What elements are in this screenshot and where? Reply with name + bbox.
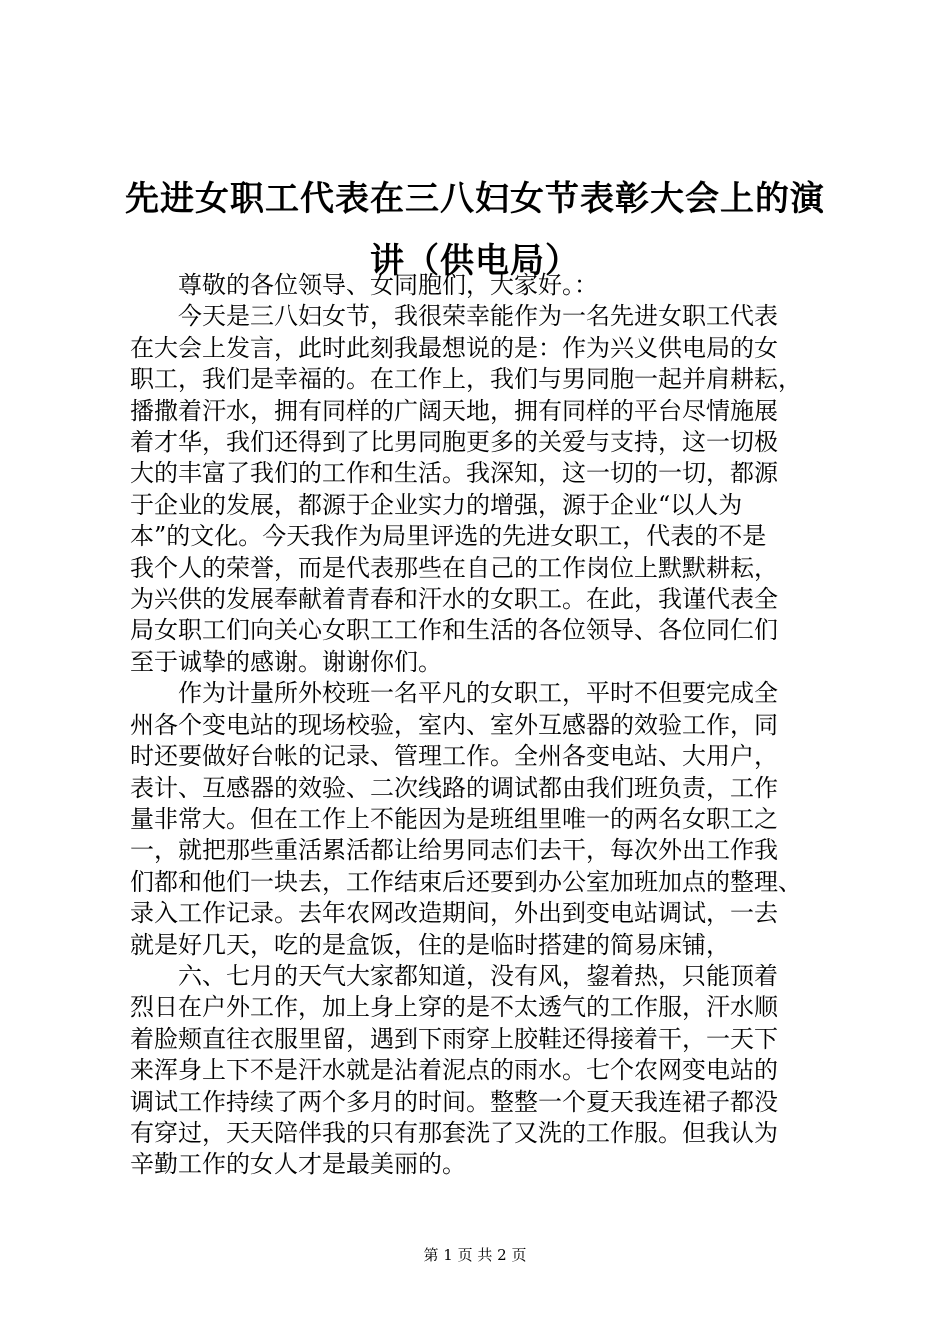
text-line: 大的丰富了我们的工作和生活。我深知，这一切的一切，都源 (130, 459, 778, 488)
paragraph (130, 270, 830, 301)
text-line: 表计、互感器的效验、二次线路的调试都由我们班负责，工作 (130, 773, 778, 802)
text-line: 在大会上发言，此时此刻我最想说的是：作为兴义供电局的女 (130, 333, 778, 362)
paragraph (130, 678, 830, 961)
text-line: 量非常大。但在工作上不能因为是班组里唯一的两名女职工之 (130, 804, 778, 833)
text-line: 一，就把那些重活累活都让给男同志们去干，每次外出工作我 (130, 836, 778, 865)
paragraph (130, 301, 830, 678)
text-line: 至于诚挚的感谢。谢谢你们。 (130, 647, 442, 676)
text-line: 州各个变电站的现场校验，室内、室外互感器的效验工作，同 (130, 710, 778, 739)
text-line: 作为计量所外校班一名平凡的女职工，平时不但要完成全 (178, 679, 778, 708)
text-line: 六、七月的天气大家都知道，没有风，鋆着热，只能顶着 (178, 961, 778, 990)
text-line: 来浑身上下不是汗水就是沾着泥点的雨水。七个农网变电站的 (130, 1056, 778, 1085)
text-line: 尊敬的各位领导、女同胞们，大家好。： (178, 271, 598, 299)
text-line: 为兴供的发展奉献着青春和汗水的女职工。在此，我谨代表全 (130, 585, 778, 614)
text-line: 今天是三八妇女节，我很荣幸能作为一名先进女职工代表 (178, 302, 778, 331)
text-line: 职工，我们是幸福的。在工作上，我们与男同胞一起并肩耕耘， (130, 365, 802, 394)
text-line: 播撒着汗水，拥有同样的广阔天地，拥有同样的平台尽情施展 (130, 396, 778, 425)
text-line: 着才华，我们还得到了比男同胞更多的关爱与支持，这一切极 (130, 428, 778, 457)
text-line: 烈日在户外工作，加上身上穿的是不太透气的工作服，汗水顺 (130, 993, 778, 1022)
title-line: 讲（供电局） (370, 241, 580, 281)
text-line: 辛勤工作的女人才是最美丽的。 (130, 1150, 466, 1179)
text-line: 调试工作持续了两个多月的时间。整整一个夏天我连裙子都没 (130, 1087, 778, 1116)
text-line: 有穿过，天天陪伴我的只有那套洗了又洗的工作服。但我认为 (130, 1118, 778, 1147)
document-body (130, 270, 830, 1181)
page-number: 第 1 页 共 2 页 (423, 1246, 527, 1264)
text-line: 就是好几天，吃的是盒饭，住的是临时搭建的简易床铺， (130, 930, 730, 959)
text-line: 们都和他们一块去，工作结束后还要到办公室加班加点的整理、 (130, 867, 802, 896)
text-line: 局女职工们向关心女职工工作和生活的各位领导、各位同仁们 (130, 616, 778, 645)
title-line: 先进女职工代表在三八妇女节表彰大会上的演 (125, 179, 825, 219)
text-line: 着脸颊直往衣服里留，遇到下雨穿上胶鞋还得接着干，一天下 (130, 1024, 778, 1053)
text-line: 录入工作记录。去年农网改造期间，外出到变电站调试，一去 (130, 899, 778, 928)
text-line: 我个人的荣誉，而是代表那些在自己的工作岗位上默默耕耘， (130, 553, 778, 582)
text-line: 于企业的发展，都源于企业实力的增强，源于企业“以人为 (130, 490, 743, 519)
text-line: 本”的文化。今天我作为局里评选的先进女职工，代表的不是 (130, 522, 767, 551)
text-line: 时还要做好台帐的记录、管理工作。全州各变电站、大用户， (130, 742, 778, 771)
paragraph (130, 961, 830, 1181)
